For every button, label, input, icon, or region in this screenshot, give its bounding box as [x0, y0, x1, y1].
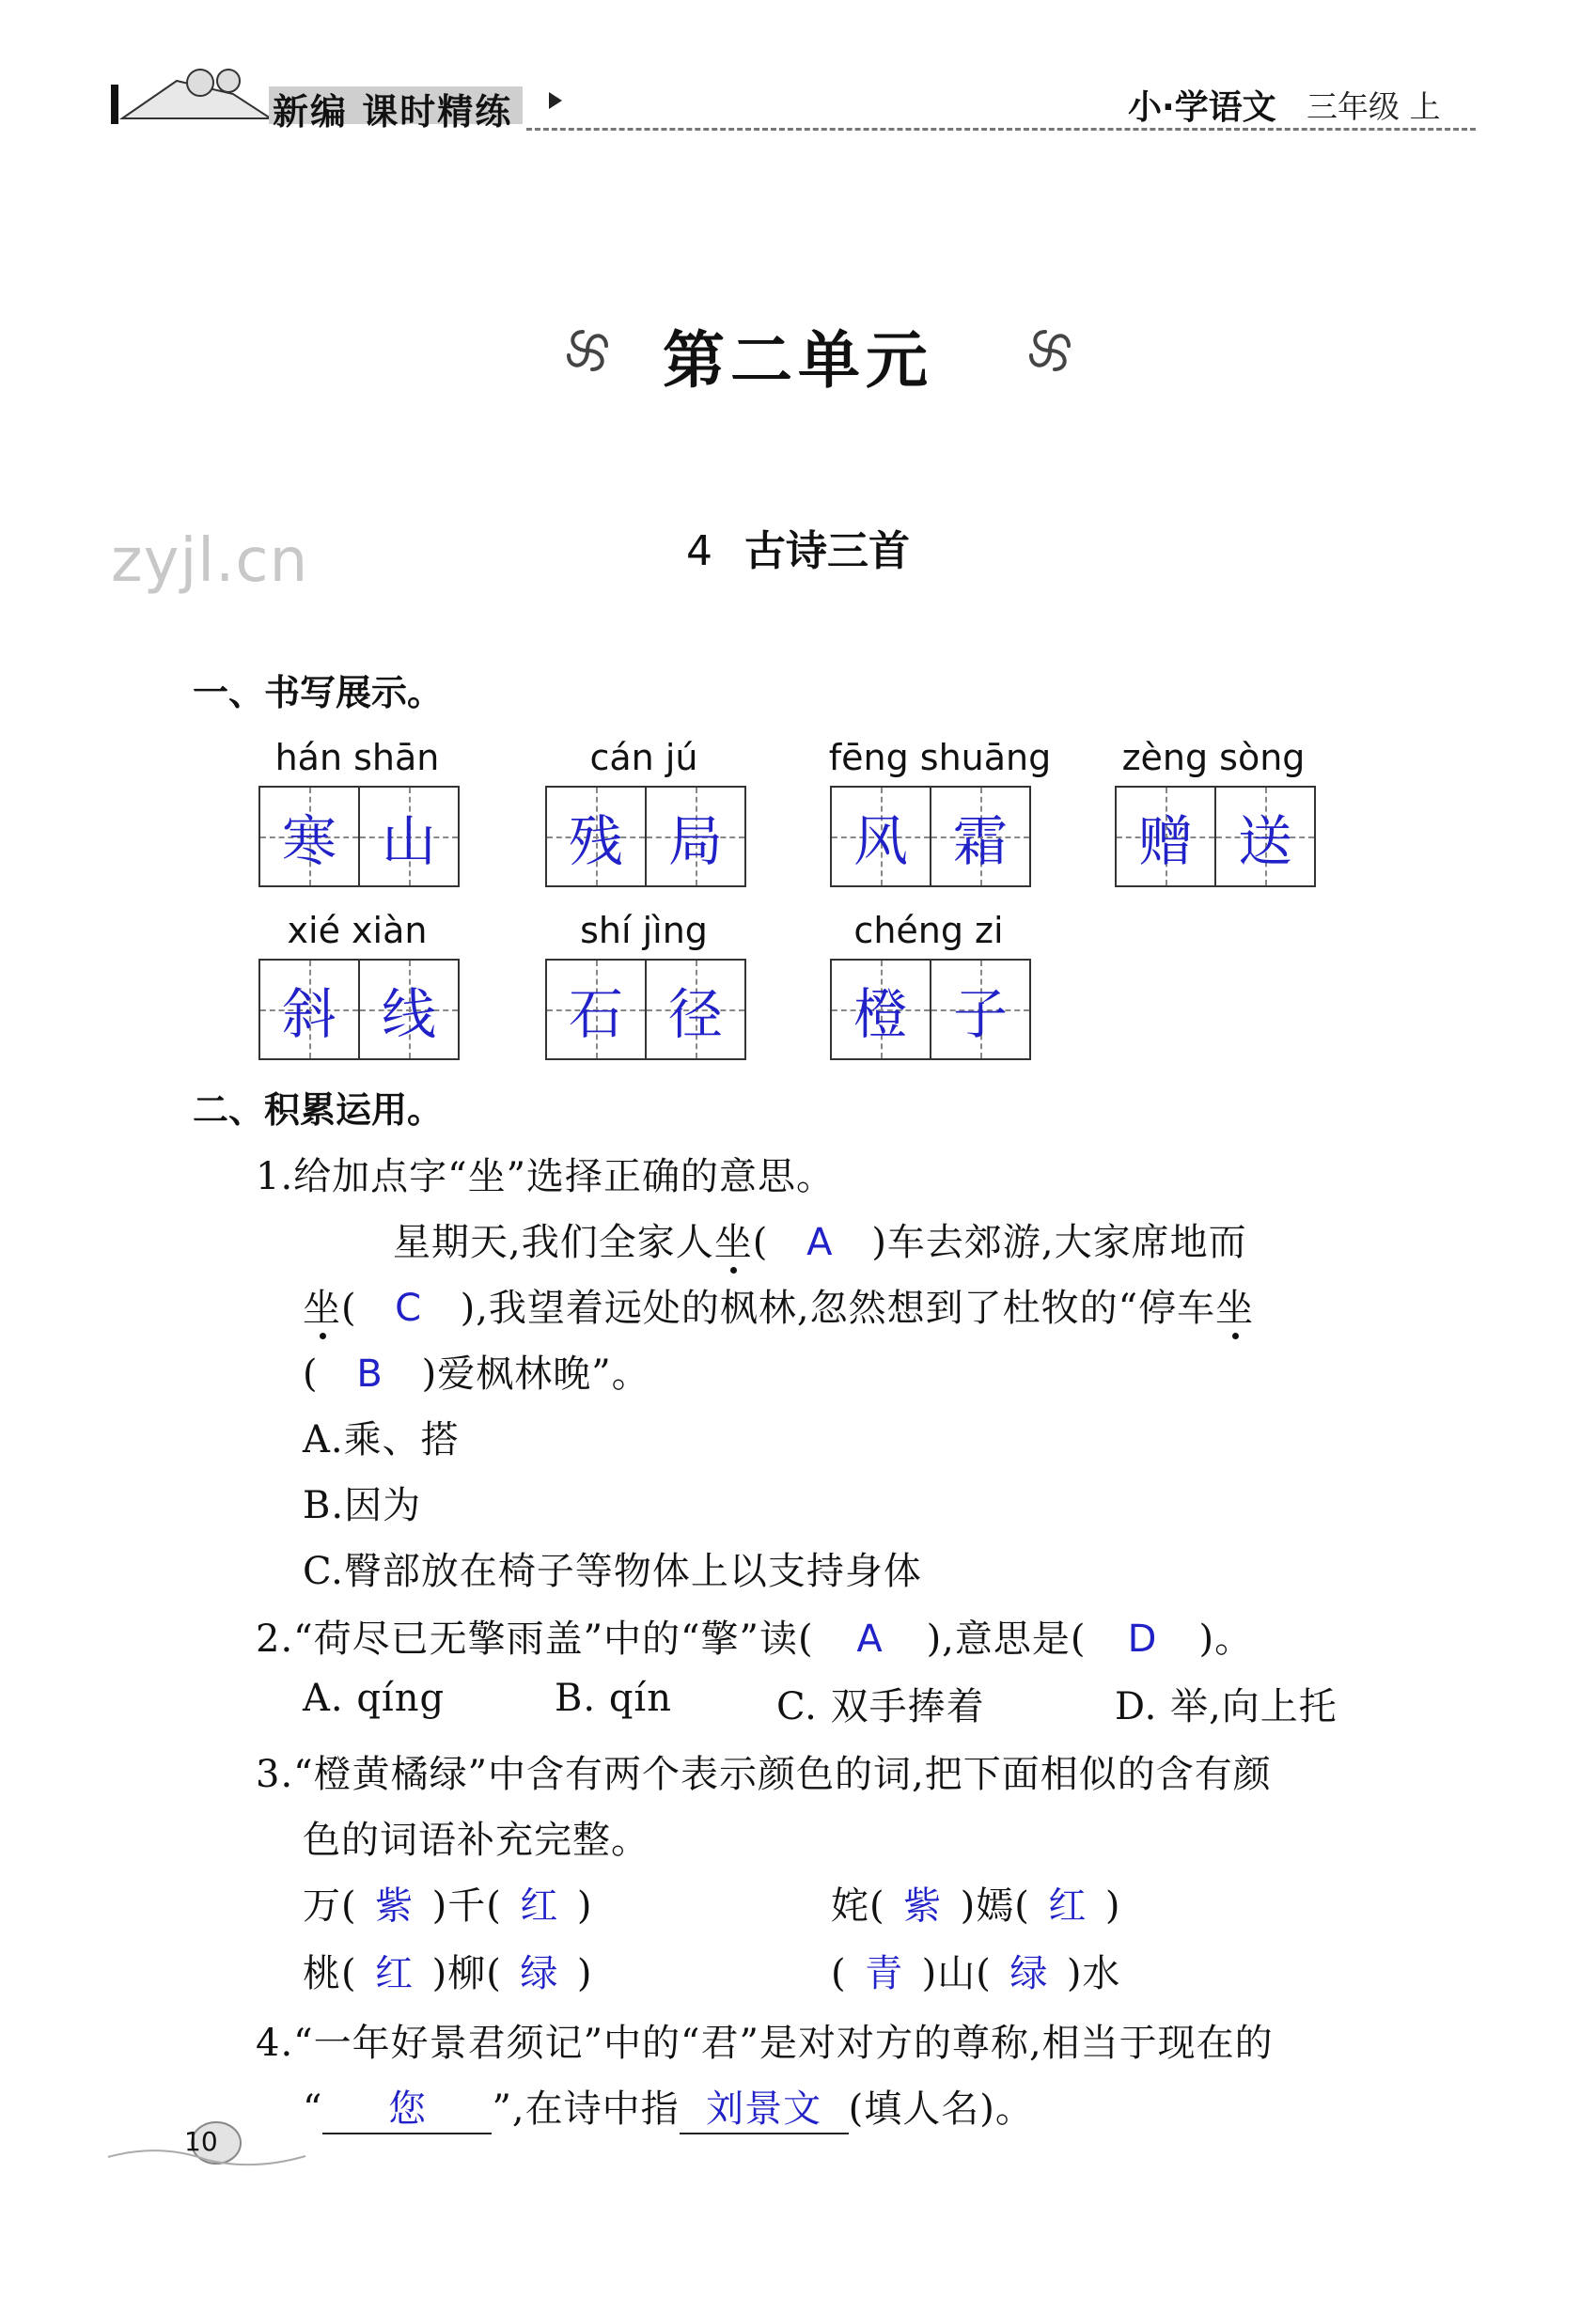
tianzige-cell: 子 — [930, 961, 1029, 1058]
q3-answer: 青 — [865, 1952, 904, 1995]
tianzige-word — [258, 959, 460, 1060]
header-grade: 三年级 上 — [1307, 88, 1441, 125]
q3-item-2: 姹( 紫 )嫣( 红 ) — [831, 1876, 1120, 1930]
q3-answer: 绿 — [520, 1952, 559, 1995]
q4-stem-2: “ 您 ”,在诗中指 刘景文 (填人名)。 — [303, 2079, 1034, 2134]
q3-stem-1: 3.“橙黄橘绿”中含有两个表示颜色的词,把下面相似的含有颜 — [256, 1753, 1272, 1796]
header-arrow-icon — [549, 92, 562, 109]
header-subject: 小·学语文 — [1128, 88, 1276, 127]
q2-answer-1: A — [856, 1618, 884, 1661]
section-heading-practice: 二、积累运用。 — [193, 1089, 444, 1131]
tianzige-cell: 寒 — [260, 788, 358, 885]
tianzige-cell: 残 — [547, 788, 645, 885]
q3-item-3: 桃( 红 )柳( 绿 ) — [303, 1944, 592, 1997]
q1-option-a: A.乘、搭 — [303, 1418, 460, 1462]
tianzige-cell: 赠 — [1117, 788, 1214, 885]
watermark: zyjl.cn — [111, 526, 309, 596]
q1-line-1: 星期天,我们全家人坐( A )车去郊游,大家席地而 — [393, 1221, 1247, 1264]
q2-option-c: C. 双手捧着 — [776, 1685, 985, 1728]
q3-answer: 紫 — [375, 1884, 415, 1928]
tianzige-cell: 斜 — [260, 961, 358, 1058]
lesson-number: 4 — [686, 527, 712, 575]
q4-answer-2: 刘景文 — [680, 2079, 849, 2134]
q2-option-a: A. qíng — [303, 1677, 446, 1720]
pinyin-label: chéng zi — [853, 910, 1004, 951]
header-series-title: 新编 课时精练 — [273, 91, 513, 133]
pinyin-label: hán shān — [274, 737, 440, 778]
q4-answer-1: 您 — [322, 2079, 492, 2134]
tianzige-word — [830, 786, 1031, 887]
tianzige-word — [545, 959, 746, 1060]
q1-answer-1: A — [806, 1221, 834, 1264]
tianzige-word — [545, 786, 746, 887]
q1-answer-2: C — [395, 1287, 423, 1330]
q1-answer-3: B — [356, 1352, 383, 1396]
tianzige-cell: 径 — [645, 961, 744, 1058]
pinyin-label: fēng shuāng — [828, 737, 1052, 778]
q4-stem-1: 4.“一年好景君须记”中的“君”是对对方的尊称,相当于现在的 — [256, 2022, 1274, 2065]
q1-option-b: B.因为 — [303, 1484, 422, 1527]
pinyin-label: shí jìng — [580, 910, 708, 951]
tianzige-word — [258, 786, 460, 887]
section-heading-writing: 一、书写展示。 — [193, 672, 444, 713]
tianzige-cell: 山 — [358, 788, 458, 885]
pinyin-label: cán jú — [589, 737, 698, 778]
tianzige-cell: 橙 — [832, 961, 930, 1058]
q3-answer: 红 — [520, 1884, 559, 1928]
q1-line-3: ( B )爱枫林晚”。 — [303, 1352, 650, 1396]
q1-option-c: C.臀部放在椅子等物体上以支持身体 — [303, 1550, 922, 1593]
q3-item-4: ( 青 )山( 绿 )水 — [831, 1944, 1120, 1997]
tianzige-cell: 石 — [547, 961, 645, 1058]
header-divider — [526, 128, 1476, 131]
q2-option-b: B. qín — [555, 1677, 672, 1720]
q2-stem: 2.“荷尽已无擎雨盖”中的“擎”读( A ),意思是( D )。 — [256, 1618, 1254, 1661]
swirl-ornament-icon — [1017, 318, 1083, 383]
q3-answer: 红 — [375, 1952, 415, 1995]
page-number: 10 — [184, 2126, 218, 2157]
q1-stem: 1.给加点字“坐”选择正确的意思。 — [256, 1155, 836, 1198]
pinyin-label: zèng sòng — [1121, 737, 1306, 778]
q3-answer: 绿 — [1009, 1952, 1049, 1995]
q3-answer: 紫 — [903, 1884, 943, 1928]
dotted-char: 坐 — [1215, 1287, 1255, 1330]
lesson-title — [0, 517, 1596, 577]
q1-line-2: 坐( C ),我望着远处的枫林,忽然想到了杜牧的“停车坐 — [303, 1287, 1255, 1330]
tianzige-cell: 局 — [645, 788, 744, 885]
tianzige-cell: 霜 — [930, 788, 1029, 885]
q3-answer: 红 — [1048, 1884, 1087, 1928]
q3-stem-2: 色的词语补充完整。 — [303, 1819, 649, 1862]
q3-item-1: 万( 紫 )千( 红 ) — [303, 1876, 592, 1930]
tianzige-cell: 风 — [832, 788, 930, 885]
q2-answer-2: D — [1127, 1618, 1158, 1661]
pinyin-label: xié xiàn — [287, 910, 428, 951]
q2-option-d: D. 举,向上托 — [1115, 1685, 1338, 1728]
tianzige-cell: 送 — [1214, 788, 1314, 885]
dotted-char: 坐 — [713, 1221, 753, 1264]
tianzige-word — [830, 959, 1031, 1060]
tianzige-word — [1115, 786, 1316, 887]
lesson-name: 古诗三首 — [744, 527, 910, 575]
unit-title: 第二单元 — [663, 323, 933, 397]
tianzige-cell: 线 — [358, 961, 458, 1058]
dotted-char: 坐 — [303, 1287, 341, 1330]
